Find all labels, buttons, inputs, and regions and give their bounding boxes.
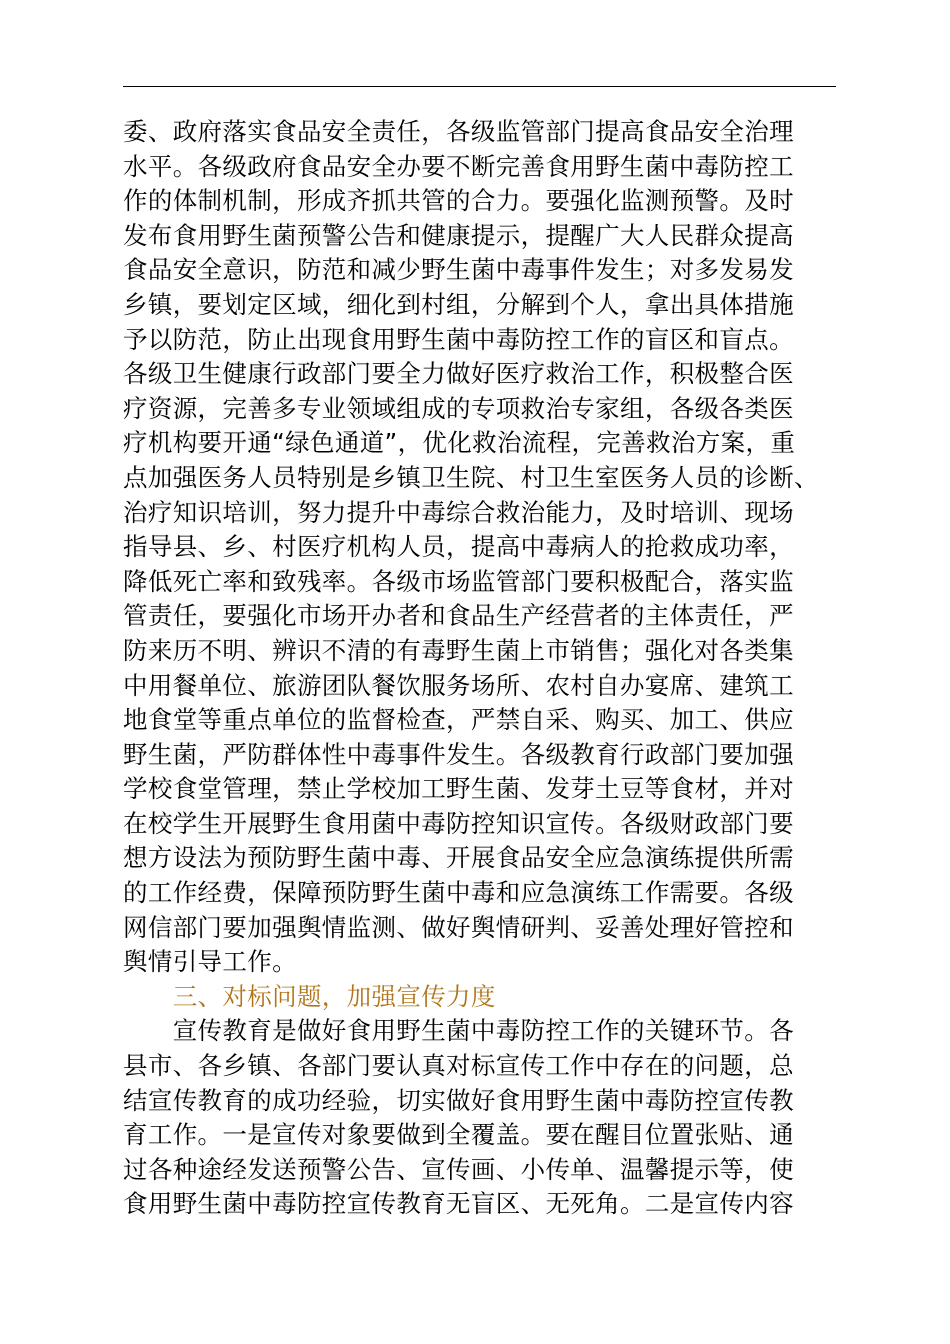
- text-line: 在校学生开展野生食用菌中毒防控知识宣传。各级财政部门要: [123, 808, 794, 838]
- text-line: 结宣传教育的成功经验，切实做好食用野生菌中毒防控宣传教: [123, 1085, 794, 1115]
- text-line: 水平。各级政府食品安全办要不断完善食用野生菌中毒防控工: [123, 151, 794, 181]
- text-line: 予以防范，防止出现食用野生菌中毒防控工作的盲区和盲点。: [123, 324, 794, 354]
- text-line: 防来历不明、辨识不清的有毒野生菌上市销售；强化对各类集: [123, 635, 794, 665]
- text-line: 中用餐单位、旅游团队餐饮服务场所、农村自办宴席、建筑工: [123, 670, 794, 700]
- text-line: 治疗知识培训，努力提升中毒综合救治能力，及时培训、现场: [123, 497, 794, 527]
- text-line: 的工作经费，保障预防野生菌中毒和应急演练工作需要。各级: [123, 878, 794, 908]
- text-line: 乡镇，要划定区域，细化到村组，分解到个人，拿出具体措施: [123, 289, 794, 319]
- text-line: 指导县、乡、村医疗机构人员，提高中毒病人的抢救成功率，: [123, 532, 794, 562]
- text-line: 点加强医务人员特别是乡镇卫生院、村卫生室医务人员的诊断、: [123, 462, 819, 492]
- text-line: 舆情引导工作。: [123, 947, 297, 977]
- text-line: 育工作。一是宣传对象要做到全覆盖。要在醒目位置张贴、通: [123, 1120, 794, 1150]
- header-rule: [123, 86, 836, 87]
- text-line: 想方设法为预防野生菌中毒、开展食品安全应急演练提供所需: [123, 843, 794, 873]
- text-line: 学校食堂管理，禁止学校加工野生菌、发芽土豆等食材，并对: [123, 774, 794, 804]
- text-line: 野生菌，严防群体性中毒事件发生。各级教育行政部门要加强: [123, 739, 794, 769]
- text-line: 食品安全意识，防范和减少野生菌中毒事件发生；对多发易发: [123, 255, 794, 285]
- text-line: 委、政府落实食品安全责任，各级监管部门提高食品安全治理: [123, 117, 794, 146]
- text-line: 降低死亡率和致残率。各级市场监管部门要积极配合，落实监: [123, 566, 794, 596]
- text-line: 疗资源，完善多专业领域组成的专项救治专家组，各级各类医: [123, 393, 794, 423]
- text-line: 疗机构要开通“绿色通道”，优化救治流程，完善救治方案，重: [123, 428, 796, 458]
- text-line: 县市、各乡镇、各部门要认真对标宣传工作中存在的问题，总: [123, 1051, 794, 1081]
- text-line: 管责任，要强化市场开办者和食品生产经营者的主体责任，严: [123, 601, 794, 631]
- text-line: 食用野生菌中毒防控宣传教育无盲区、无死角。二是宣传内容: [123, 1189, 794, 1219]
- section-heading: 三、对标问题，加强宣传力度: [123, 981, 496, 1011]
- text-line: 过各种途经发送预警公告、宣传画、小传单、温馨提示等，使: [123, 1154, 794, 1184]
- text-line: 各级卫生健康行政部门要全力做好医疗救治工作，积极整合医: [123, 359, 794, 389]
- text-line: 地食堂等重点单位的监督检查，严禁自采、购买、加工、供应: [123, 705, 794, 735]
- text-line: 作的体制机制，形成齐抓共管的合力。要强化监测预警。及时: [123, 186, 794, 216]
- text-line: 宣传教育是做好食用野生菌中毒防控工作的关键环节。各: [123, 1016, 794, 1046]
- text-line: 网信部门要加强舆情监测、做好舆情研判、妥善处理好管控和: [123, 912, 794, 942]
- body-text: [123, 115, 843, 1222]
- text-line: 发布食用野生菌预警公告和健康提示，提醒广大人民群众提高: [123, 220, 794, 250]
